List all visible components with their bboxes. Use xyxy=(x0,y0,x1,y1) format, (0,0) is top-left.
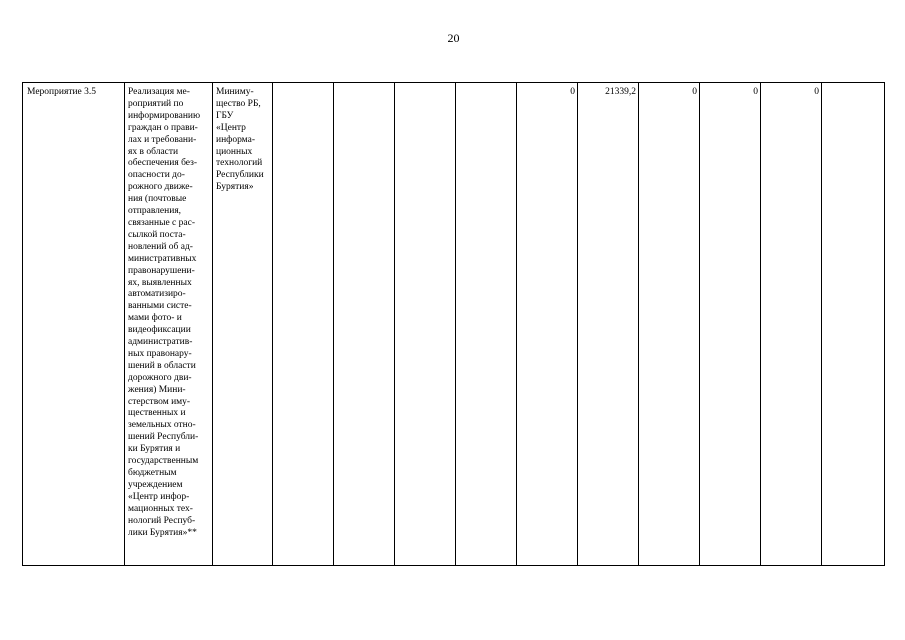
activity-description-cell: Реализация ме- роприятий по информированию граждан о прави- лах и требовани- ях в области обеспечения без- опасности до- рожного движе- ния (почтовые отправления, связанные с рас- сылкой поста- новлений об ад- министративных правонарушени- ях, выявленных автоматизиро- ванными систе- мами фото- и видеофиксации административ- ных правонару- шений в области дорожного дви- жения) Мини- стерством иму- щественных и земельных отно- шений Республи- ки Бурятия и государственным бюджетным учреждением «Центр инфор- мационных тех- нологий Респуб- лики Бурятия»** xyxy=(125,83,213,566)
value-cell-11: 0 xyxy=(700,83,761,566)
page-number: 20 xyxy=(447,31,460,45)
value-cell-9: 21339,2 xyxy=(578,83,639,566)
table-row xyxy=(23,83,885,566)
value-cell-12: 0 xyxy=(761,83,822,566)
empty-cell-13 xyxy=(822,83,885,566)
program-activities-table xyxy=(22,82,885,566)
value-cell-8: 0 xyxy=(517,83,578,566)
empty-cell-4 xyxy=(273,83,334,566)
executor-cell: Миниму- щество РБ, ГБУ «Центр информа- ционных технологий Республики Бурятия» xyxy=(213,83,273,566)
empty-cell-6 xyxy=(395,83,456,566)
value-cell-10: 0 xyxy=(639,83,700,566)
activity-name-cell: Мероприятие 3.5 xyxy=(23,83,125,566)
empty-cell-5 xyxy=(334,83,395,566)
empty-cell-7 xyxy=(456,83,517,566)
